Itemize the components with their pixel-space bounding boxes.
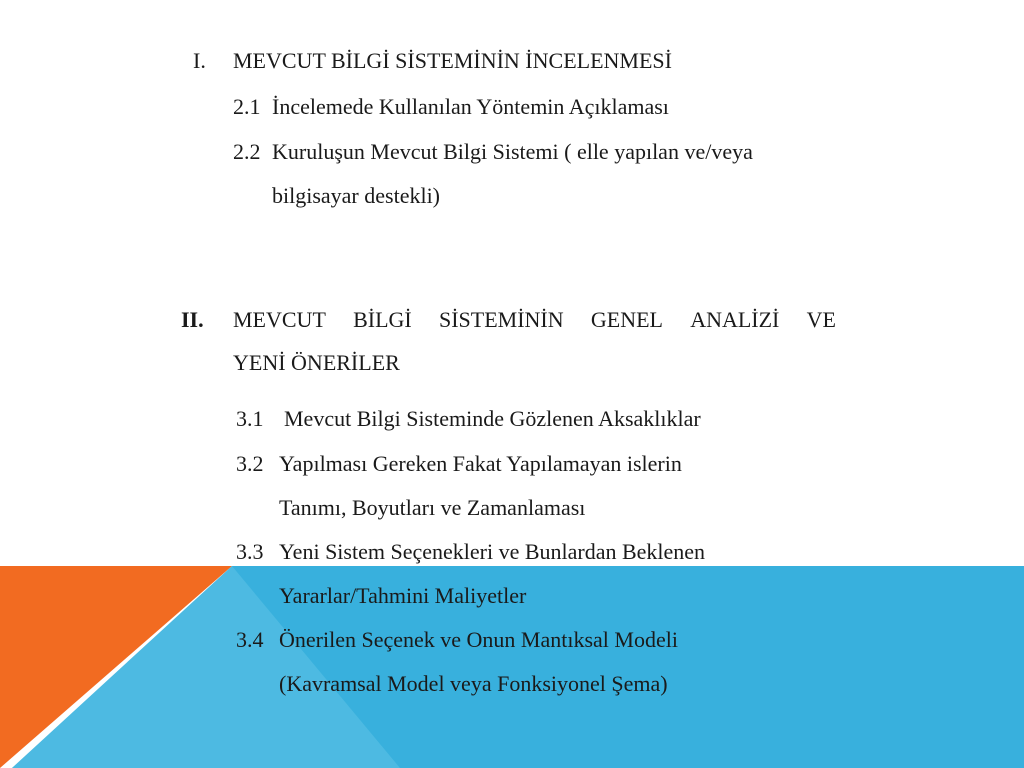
item-2-2-continuation: bilgisayar destekli) bbox=[272, 183, 441, 208]
item-2-1-text: İncelemede Kullanılan Yöntemin Açıklaması bbox=[272, 94, 669, 119]
item-3-4-number: 3.4 bbox=[236, 627, 264, 652]
item-2-2-number: 2.2 bbox=[233, 139, 261, 164]
item-2-1-number: 2.1 bbox=[233, 94, 261, 119]
item-3-4-text: Önerilen Seçenek ve Onun Mantıksal Modeli bbox=[279, 627, 678, 652]
heading-word: VE bbox=[806, 307, 836, 332]
section1-heading: MEVCUT BİLGİ SİSTEMİNİN İNCELENMESİ bbox=[233, 48, 672, 73]
item-3-1-number: 3.1 bbox=[236, 406, 264, 431]
item-3-3-text: Yeni Sistem Seçenekleri ve Bunlardan Beklenen bbox=[279, 539, 706, 564]
item-3-1-text: Mevcut Bilgi Sisteminde Gözlenen Aksaklıklar bbox=[284, 406, 701, 431]
heading-word: SİSTEMİNİN bbox=[438, 307, 564, 332]
item-2-2-text: Kuruluşun Mevcut Bilgi Sistemi ( elle yapılan ve/veya bbox=[272, 139, 753, 164]
section2-heading-line2: YENİ ÖNERİLER bbox=[233, 350, 400, 375]
item-3-3-continuation: Yararlar/Tahmini Maliyetler bbox=[279, 583, 527, 608]
item-3-2-continuation: Tanımı, Boyutları ve Zamanlaması bbox=[279, 495, 586, 520]
item-3-3-number: 3.3 bbox=[236, 539, 264, 564]
heading-word: MEVCUT bbox=[233, 307, 326, 332]
item-3-2-number: 3.2 bbox=[236, 451, 264, 476]
item-3-4-continuation: (Kavramsal Model veya Fonksiyonel Şema) bbox=[279, 671, 668, 696]
heading-word: BİLGİ bbox=[353, 307, 412, 332]
heading-word: ANALİZİ bbox=[690, 307, 780, 332]
item-3-2-text: Yapılması Gereken Fakat Yapılamayan islerin bbox=[279, 451, 682, 476]
heading-word: GENEL bbox=[590, 307, 663, 332]
section2-heading-line1 bbox=[233, 307, 836, 333]
section1-numeral: I. bbox=[193, 48, 206, 73]
section2-numeral: II. bbox=[181, 307, 204, 332]
